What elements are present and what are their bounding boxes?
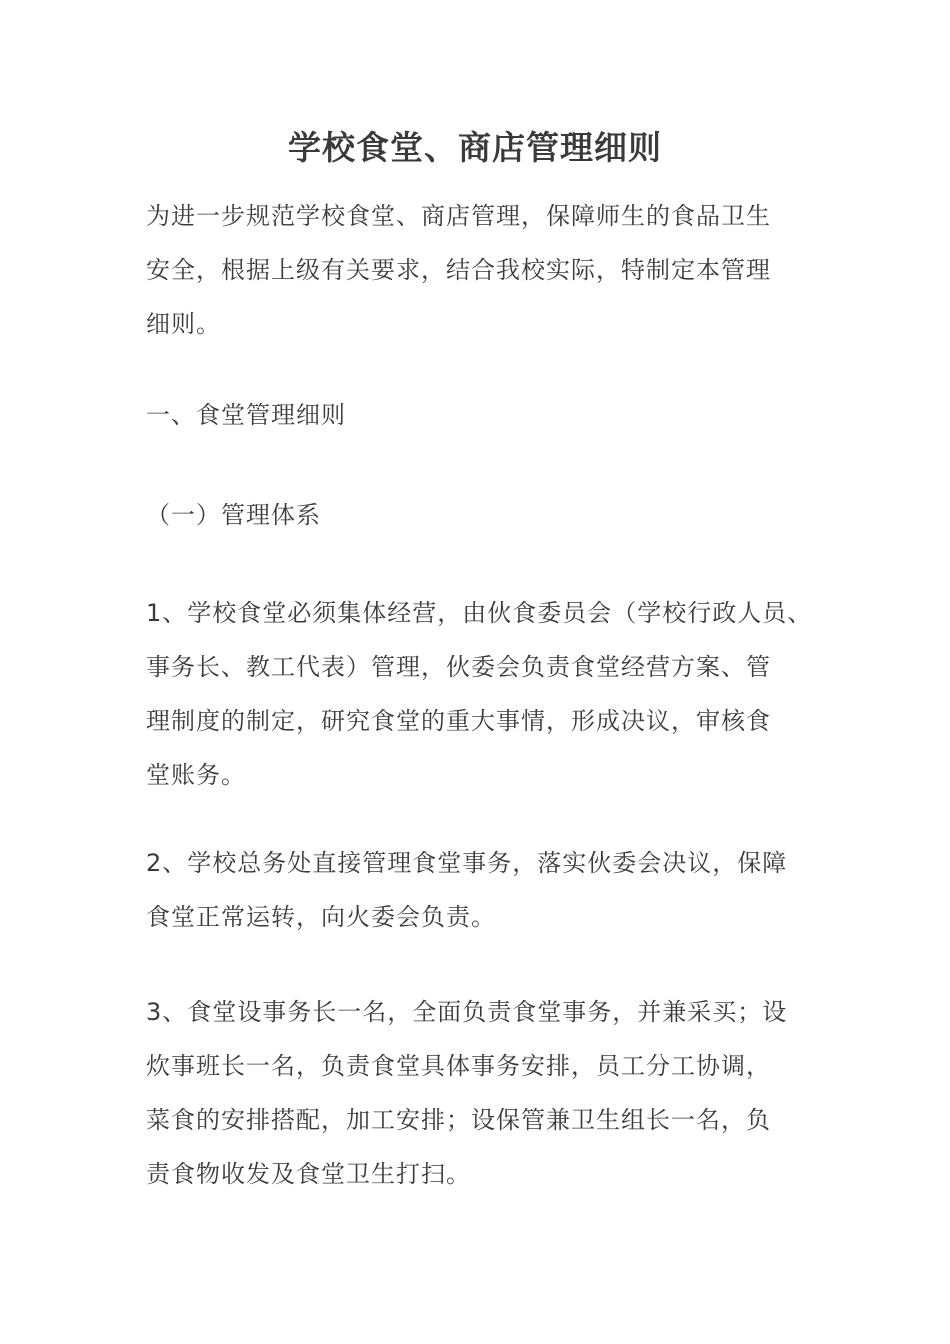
section-heading bbox=[146, 388, 346, 442]
item-3-paragraph bbox=[146, 985, 787, 1201]
item-1-paragraph bbox=[146, 586, 812, 802]
text-line: 责食物收发及食堂卫生打扫。 bbox=[146, 1160, 471, 1188]
text-line: 菜食的安排搭配，加工安排；设保管兼卫生组长一名，负 bbox=[146, 1106, 771, 1134]
text-line: 1、学校食堂必须集体经营，由伙食委员会（学校行政人员、 bbox=[146, 599, 813, 627]
text-line: 安全，根据上级有关要求，结合我校实际，特制定本管理 bbox=[146, 256, 771, 284]
intro-paragraph bbox=[146, 189, 771, 351]
text-line: 堂账务。 bbox=[146, 761, 246, 789]
section-heading-text: 一、食堂管理细则 bbox=[146, 401, 346, 429]
text-line: 3、食堂设事务长一名，全面负责食堂事务，并兼采买；设 bbox=[146, 998, 788, 1026]
text-line: 为进一步规范学校食堂、商店管理，保障师生的食品卫生 bbox=[146, 202, 771, 230]
text-line: 食堂正常运转，向火委会负责。 bbox=[146, 903, 496, 931]
text-line: 理制度的制定，研究食堂的重大事情，形成决议，审核食 bbox=[146, 707, 771, 735]
text-line: 细则。 bbox=[146, 310, 221, 338]
document-title: 学校食堂、商店管理细则 bbox=[288, 128, 662, 167]
text-line: 事务长、教工代表）管理，伙委会负责食堂经营方案、管 bbox=[146, 653, 771, 681]
subsection-heading bbox=[146, 488, 321, 542]
text-line: 2、学校总务处直接管理食堂事务，落实伙委会决议，保障 bbox=[146, 849, 788, 877]
subsection-heading-text: （一）管理体系 bbox=[146, 501, 321, 529]
text-line: 炊事班长一名，负责食堂具体事务安排，员工分工协调， bbox=[146, 1052, 771, 1080]
item-2-paragraph bbox=[146, 836, 787, 944]
